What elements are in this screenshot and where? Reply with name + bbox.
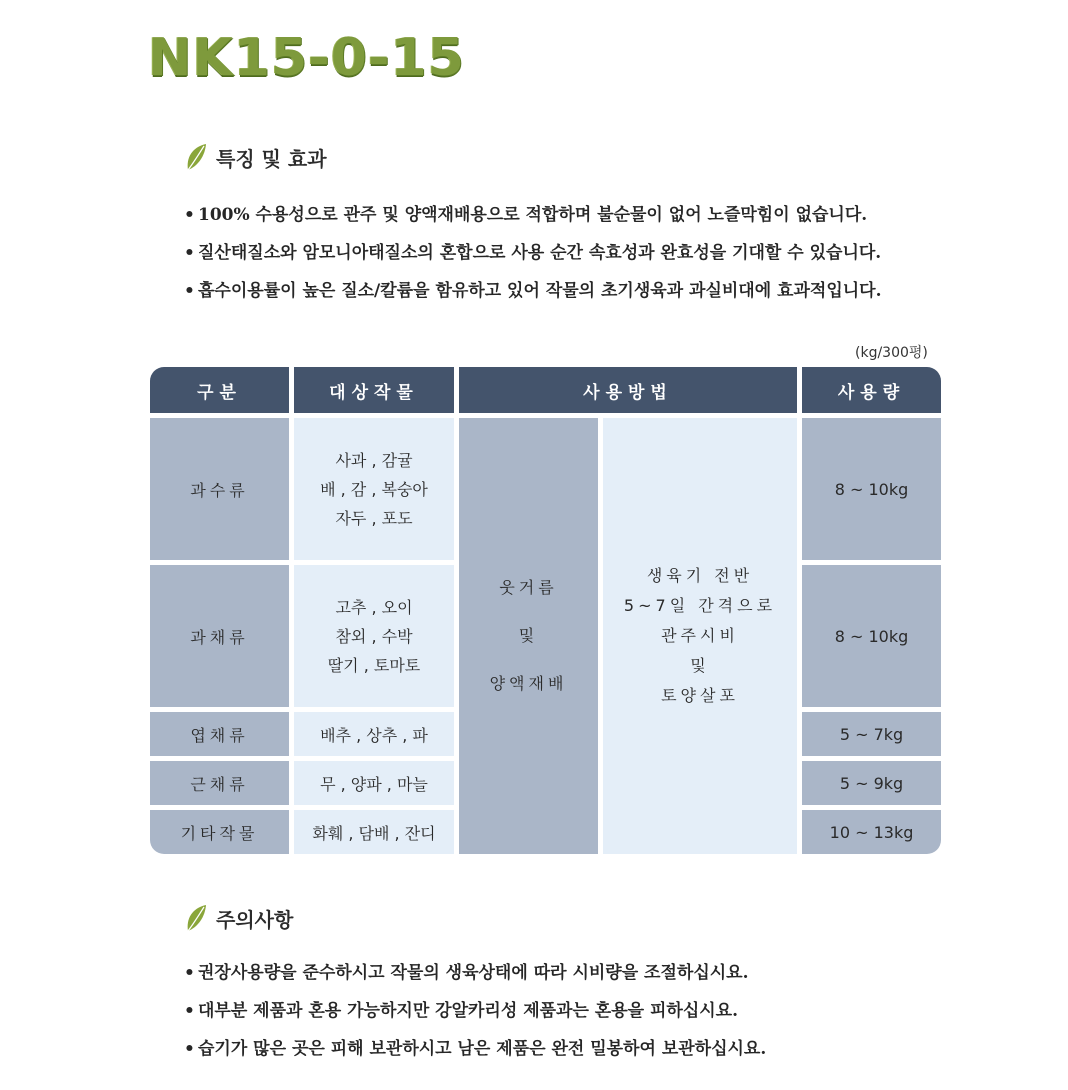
- header-category: 구분: [150, 367, 289, 413]
- header-amount: 사용량: [802, 367, 941, 413]
- header-method: 사용방법: [459, 367, 797, 413]
- product-title: NK15-0-15: [148, 28, 465, 88]
- row-category: 기타작물: [150, 810, 289, 854]
- features-list: [184, 196, 882, 310]
- leaf-icon: [184, 142, 208, 172]
- row-amount: 10 ~ 13kg: [802, 810, 941, 854]
- row-category: 과채류: [150, 565, 289, 707]
- features-item: • 질산태질소와 암모니아태질소의 혼합으로 사용 순간 속효성과 완효성을 기대할 수 있습니다.: [184, 243, 882, 263]
- row-category: 과수류: [150, 418, 289, 560]
- caution-list: [184, 954, 766, 1068]
- leaf-icon: [184, 903, 208, 933]
- caution-heading: [184, 903, 293, 933]
- row-amount: 8 ~ 10kg: [802, 565, 941, 707]
- features-item: • 100% 수용성으로 관주 및 양액재배용으로 적합하며 불순물이 없어 노즐막힘이 없습니다.: [184, 205, 868, 225]
- caution-item: • 대부분 제품과 혼용 가능하지만 강알카리성 제품과는 혼용을 피하십시요.: [184, 1001, 739, 1021]
- caution-item: • 권장사용량을 준수하시고 작물의 생육상태에 따라 시비량을 조절하십시요.: [184, 963, 749, 983]
- row-crops: 무 , 양파 , 마늘: [294, 761, 454, 805]
- row-category: 엽채류: [150, 712, 289, 756]
- row-crops: 사과 , 감귤 배 , 감 , 복숭아 자두 , 포도: [294, 418, 454, 560]
- table-unit: (kg/300평): [855, 345, 928, 361]
- method-detail: 생육기 전반 5~7일 간격으로 관주시비 및 토양살포: [603, 418, 797, 854]
- row-category: 근채류: [150, 761, 289, 805]
- caution-heading-label: 주의사항: [216, 907, 294, 932]
- caution-item: • 습기가 많은 곳은 피해 보관하시고 남은 제품은 완전 밀봉하여 보관하십시요.: [184, 1039, 767, 1059]
- features-item: • 흡수이용률이 높은 질소/칼륨을 함유하고 있어 작물의 초기생육과 과실비대에 효과적입니다.: [184, 281, 882, 301]
- row-amount: 5 ~ 9kg: [802, 761, 941, 805]
- header-crops: 대상작물: [294, 367, 454, 413]
- features-heading-label: 특징 및 효과: [216, 146, 327, 171]
- row-amount: 8 ~ 10kg: [802, 418, 941, 560]
- row-amount: 5 ~ 7kg: [802, 712, 941, 756]
- row-crops: 화훼 , 담배 , 잔디: [294, 810, 454, 854]
- features-heading: [184, 142, 327, 172]
- method-type: 웃거름 및 양액재배: [459, 418, 598, 854]
- row-crops: 고추 , 오이 참외 , 수박 딸기 , 토마토: [294, 565, 454, 707]
- row-crops: 배추 , 상추 , 파: [294, 712, 454, 756]
